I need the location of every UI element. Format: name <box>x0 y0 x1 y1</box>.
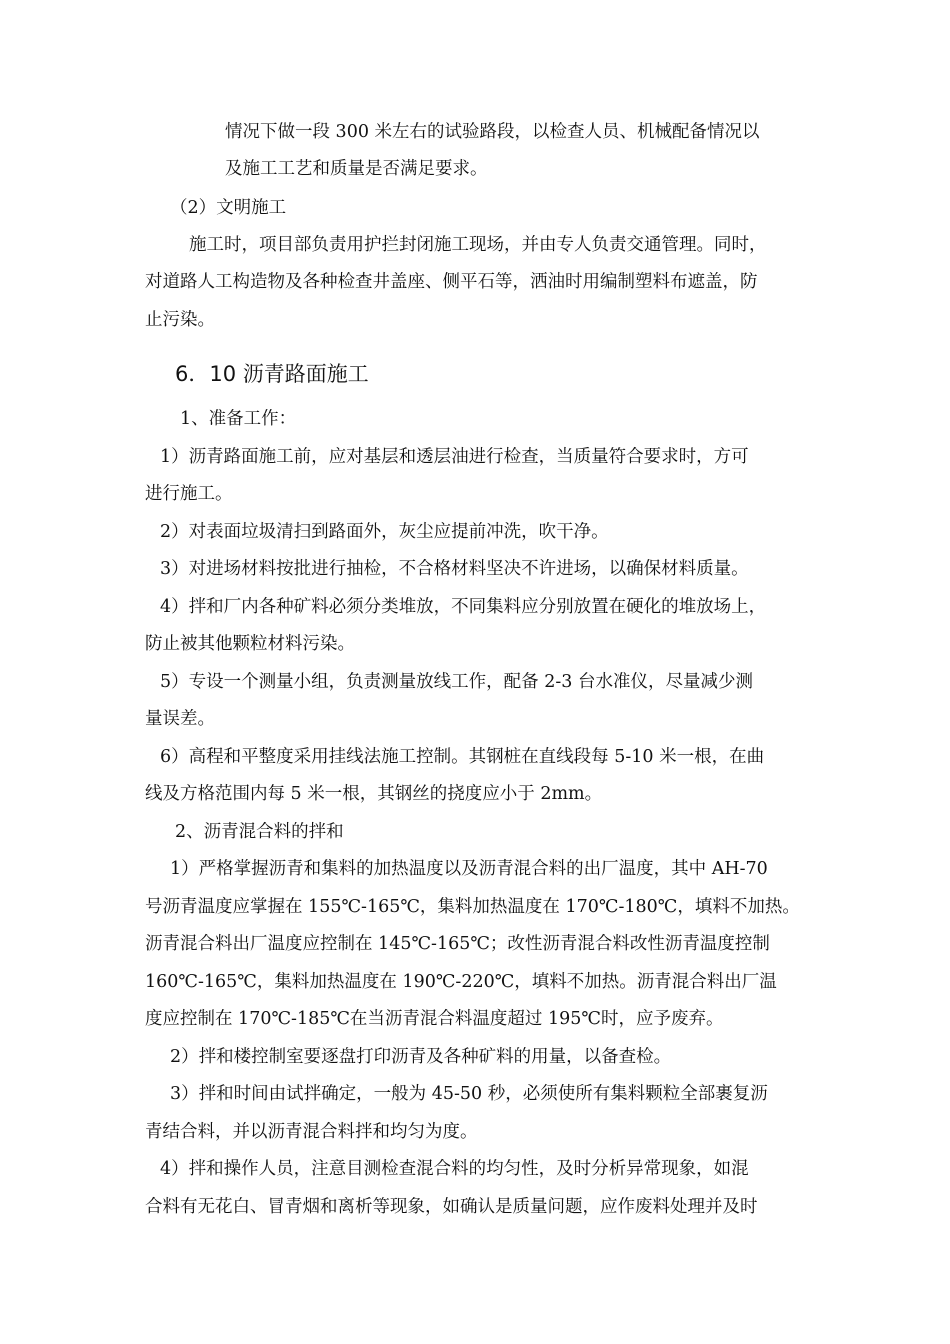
body-line: 160℃-165℃，集料加热温度在 190℃-220℃，填料不加热。沥青混合料出厂温 <box>145 972 777 992</box>
body-line: 施工时，项目部负责用护拦封闭施工现场，并由专人负责交通管理。同时， <box>189 235 767 255</box>
body-line: 2）拌和楼控制室要逐盘打印沥青及各种矿料的用量，以备查检。 <box>170 1047 672 1067</box>
body-line: 对道路人工构造物及各种检查井盖座、侧平石等，洒油时用编制塑料布遮盖，防 <box>145 272 758 292</box>
body-line: 1）严格掌握沥青和集料的加热温度以及沥青混合料的出厂温度，其中 AH-70 <box>170 859 768 879</box>
body-line: 防止被其他颗粒材料污染。 <box>145 634 355 654</box>
body-line: 度应控制在 170℃-185℃在当沥青混合料温度超过 195℃时，应予废弃。 <box>145 1009 724 1029</box>
body-line: 合料有无花白、冒青烟和离析等现象，如确认是质量问题，应作废料处理并及时 <box>145 1197 758 1217</box>
body-line: 4）拌和操作人员，注意目测检查混合料的均匀性，及时分析异常现象，如混 <box>160 1159 749 1179</box>
section-heading: 6．10 沥青路面施工 <box>175 362 369 386</box>
body-line: 止污染。 <box>145 310 215 330</box>
body-line: 沥青混合料出厂温度应控制在 145℃-165℃；改性沥青混合料改性沥青温度控制 <box>145 934 770 954</box>
body-line: 1）沥青路面施工前，应对基层和透层油进行检查，当质量符合要求时，方可 <box>160 447 749 467</box>
body-line: 量误差。 <box>145 709 215 729</box>
body-line: 2）对表面垃圾清扫到路面外，灰尘应提前冲洗，吹干净。 <box>160 522 609 542</box>
subsection-heading: （2）文明施工 <box>170 198 287 218</box>
subsection-heading: 1、准备工作： <box>180 409 297 429</box>
body-line: 3）对进场材料按批进行抽检，不合格材料坚决不许进场，以确保材料质量。 <box>160 559 749 579</box>
body-line: 情况下做一段 300 米左右的试验路段，以检查人员、机械配备情况以 <box>225 122 760 142</box>
body-line: 进行施工。 <box>145 484 233 504</box>
body-line: 青结合料，并以沥青混合料拌和均匀为度。 <box>145 1122 478 1142</box>
subsection-heading: 2、沥青混合料的拌和 <box>175 822 344 842</box>
body-line: 3）拌和时间由试拌确定，一般为 45-50 秒，必须使所有集料颗粒全部裹复沥 <box>170 1084 768 1104</box>
body-line: 线及方格范围内每 5 米一根，其钢丝的挠度应小于 2mm。 <box>145 784 603 804</box>
body-line: 及施工工艺和质量是否满足要求。 <box>225 159 488 179</box>
body-line: 号沥青温度应掌握在 155℃-165℃，集料加热温度在 170℃-180℃，填料不加热。 <box>145 897 800 917</box>
body-line: 5）专设一个测量小组，负责测量放线工作，配备 2-3 台水准仪，尽量减少测 <box>160 672 753 692</box>
body-line: 6）高程和平整度采用挂线法施工控制。其钢桩在直线段每 5-10 米一根，在曲 <box>160 747 765 767</box>
body-line: 4）拌和厂内各种矿料必须分类堆放，不同集料应分别放置在硬化的堆放场上， <box>160 597 767 617</box>
